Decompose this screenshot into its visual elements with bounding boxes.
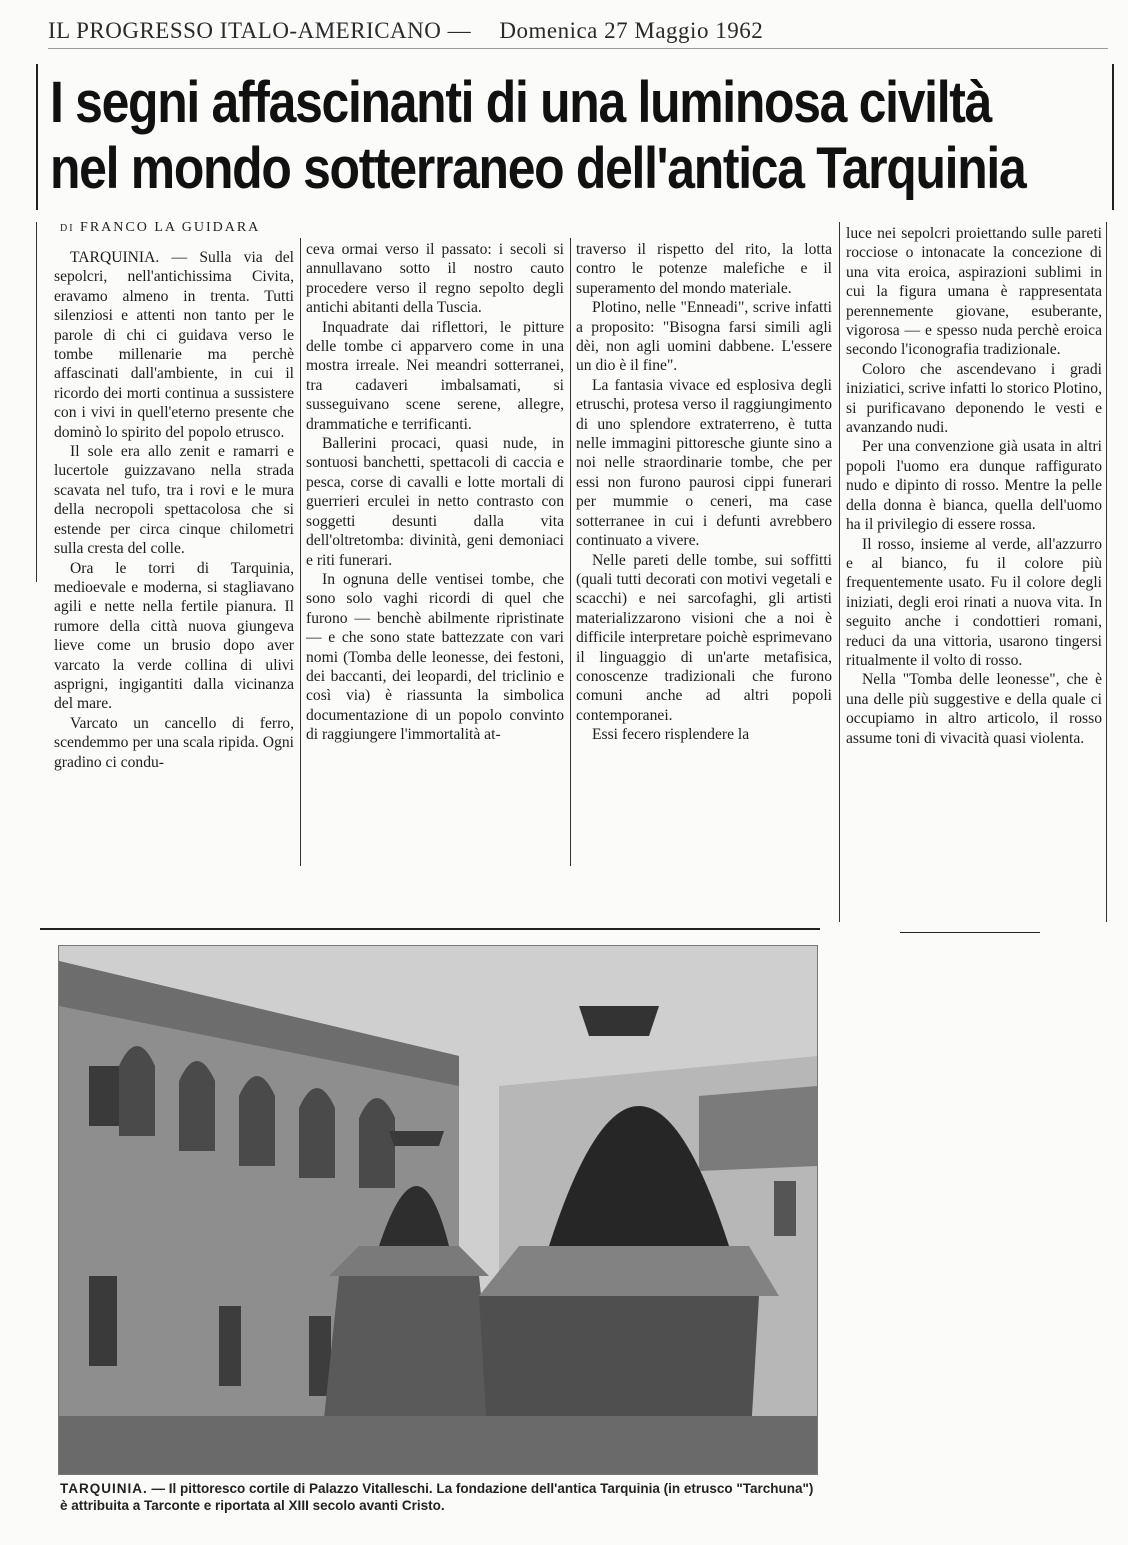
article-column-4 — [846, 224, 1102, 926]
end-rule — [900, 932, 1040, 933]
headline-line-1: I segni affascinanti di una luminosa civiltà — [50, 70, 992, 135]
column-divider — [570, 238, 571, 866]
paragraph: Nelle pareti delle tombe, sui soffitti (quali tutti decorati con motivi vegetali e scacchi) e nei sarcofaghi, gli artisti materializzarono visioni che a noi è difficile interpretare poichè esprimevano il linguaggio di un'arte metafisica, conoscenze tradizionali che furono comuni anche ad altri popoli contemporanei. — [576, 551, 832, 724]
newspaper-name: IL PROGRESSO ITALO-AMERICANO — — [48, 18, 472, 43]
headline-line-2: nel mondo sotterraneo dell'antica Tarquinia — [50, 136, 1026, 201]
courtyard-photo — [58, 945, 818, 1475]
issue-date: Domenica 27 Maggio 1962 — [499, 18, 764, 43]
column-divider — [1106, 222, 1107, 922]
article-column-3 — [576, 240, 832, 865]
headline — [50, 70, 1026, 202]
column-divider — [36, 222, 37, 582]
paragraph: traverso il rispetto del rito, la lotta contro le potenze malefiche e il superamento del mondo materiale. — [576, 241, 832, 297]
paragraph: Ballerini procaci, quasi nude, in sontuosi banchetti, spettacoli di caccia e pesca, corse di cavalli e lotte mortali di guerrieri erculei in netto contrasto con soggetti desunti dalla vita dell'oltretomba: divinità, geni demoniaci e riti funerari. — [306, 435, 564, 569]
headline-box — [36, 64, 1114, 210]
paragraph: Il sole era allo zenit e ramarri e lucertole guizzavano nella strada scavata nel tufo, tra i rovi e le mura della necropoli spettacolosa che si estende per circa cinque chilometri sulla cresta del colle. — [54, 443, 294, 558]
paragraph: TARQUINIA. — Sulla via del sepolcri, nell'antichissima Civita, eravamo almeno in trenta. Tutti silenziosi e attenti non tanto per le parole di chi ci guidava verso le tombe millenarie ma perchè affascinati dall'ambiente, in cui il ricordo dei morti continua a sussistere con i vivi in quell'eterno presente che dominò lo spirito del popolo etrusco. — [54, 249, 294, 441]
paragraph: La fantasia vivace ed esplosiva degli etruschi, protesa verso il raggiungimento di uno splendore extraterreno, è tutta nelle immagini pittoresche giunte sino a noi nelle straordinarie tombe, che per essi non furono paurosi cippi funerari per mummie o ceneri, ma case sotterranee in cui i defunti avrebbero continuato a vivere. — [576, 376, 832, 550]
paragraph: luce nei sepolcri proiettando sulle pareti rocciose o intonacate la concezione di una vita eroica, aspirazioni sublimi in cui la figura umana è rappresentata perennemente giovane, esuberante, vigorosa — e spesso nuda perchè eroica secondo l'iconografia tradizionale. — [846, 225, 1102, 359]
column-divider — [300, 238, 301, 866]
article-column-2 — [306, 240, 564, 865]
paragraph: ceva ormai verso il passato: i secoli si annullavano sotto il nostro cauto procedere verso il regno sepolto degli antichi abitanti della Tuscia. — [306, 241, 564, 317]
paragraph: Essi fecero risplendere la — [592, 726, 750, 744]
article-column-1 — [54, 248, 294, 858]
paragraph: Nella "Tomba delle leonesse", che è una delle più suggestive e della quale ci occupiamo in altro articolo, il rosso assume toni di vivacità quasi violenta. — [846, 671, 1102, 747]
caption-place: TARQUINIA. — [60, 1481, 148, 1496]
paragraph: Coloro che ascendevano i gradi iniziatici, scrive infatti lo storico Plotino, si purificavano deponendo le vesti e avanzando nudi. — [846, 360, 1102, 437]
column-divider — [839, 222, 840, 922]
byline: di FRANCO LA GUIDARA — [60, 220, 261, 235]
palazzo-vitalleschi-image — [59, 946, 817, 1474]
paragraph: Varcato un cancello di ferro, scendemmo per una scala ripida. Ogni gradino ci condu- — [54, 714, 294, 771]
paragraph: Ora le torri di Tarquinia, medioevale e moderna, si stagliavano agili e nette nella fertile pianura. Il rumore della città nuova giungeva lieve come un brusio dopo aver varcato la verde collina di ulivi asprigni, ingigantiti dalla vicinanza del mare. — [54, 559, 294, 713]
masthead — [48, 18, 1108, 49]
section-rule — [40, 928, 820, 930]
photo-caption — [60, 1480, 820, 1514]
paragraph: In ognuna delle ventisei tombe, che sono solo vaghi ricordi di quel che furono — benchè abilmente ripristinate — e che sono state battezzate con vari nomi (Tomba delle leonesse, dei festoni, dei baccanti, dei leopardi, del triclinio e così via) è riassunta la simbolica documentazione di un popolo convinto di raggiungere l'immortalità at- — [306, 570, 564, 744]
paragraph: Il rosso, insieme al verde, all'azzurro e al bianco, fu il colore più frequentemente usato. Fu il colore degli iniziati, degli eroi rinati a nuova vita. In seguito anche i condottieri romani, reduci da una vittoria, usarono tingersi ritualmente il volto di rosso. — [846, 535, 1102, 669]
paragraph: Per una convenzione già usata in altri popoli l'uomo era dunque raffigurato nudo e dipinto di rosso. Mentre la pelle della donna è bianca, quella dell'uomo ha il privilegio di essere rossa. — [846, 438, 1102, 534]
paragraph: Plotino, nelle "Enneadi", scrive infatti a proposito: "Bisogna farsi simili agli dèi, non agli uomini dabbene. L'essere un dio è il fine". — [576, 299, 832, 375]
paragraph: Inquadrate dai riflettori, le pitture delle tombe ci apparvero come in una mostra irreale. Nei meandri sotterranei, tra cadaveri imbalsamati, si susseguivano scene serene, allegre, drammatiche e terrificanti. — [306, 318, 564, 433]
caption-text: — Il pittoresco cortile di Palazzo Vitalleschi. La fondazione dell'antica Tarquinia (in etrusco "Tarchuna") è attribuita a Tarconte e riportata al XIII secolo avanti Cristo. — [60, 1481, 814, 1513]
